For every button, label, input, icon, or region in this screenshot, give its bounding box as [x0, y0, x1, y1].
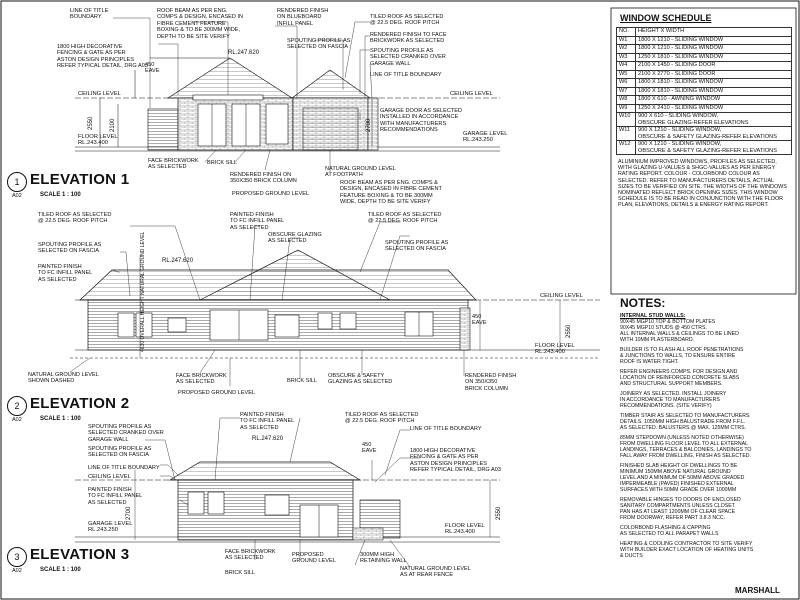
elev1-title-boundary-note: LINE OF TITLE BOUNDARY: [70, 8, 109, 21]
table-row: [617, 141, 792, 155]
table-row: [617, 96, 792, 105]
note-item: REFER ENGINEERS COMPS. FOR DESIGN AND LOCATION OF REINFORCED CONCRETE SLABS AND STRUCTURAL SUPPORT MEMBERS.: [620, 369, 740, 387]
elev1-ceiling-level-right: CEILING LEVEL: [450, 91, 493, 97]
ws-code: W7: [617, 87, 636, 96]
elev2-spouting-left-note: SPOUTING PROFILE AS SELECTED ON FASCIA: [38, 242, 102, 255]
table-row: [617, 45, 792, 54]
elev1-render-column-note: RENDERED FINISH ON 350X350 BRICK COLUMN: [230, 172, 297, 185]
elev1-dim-2700: 2700: [366, 118, 372, 132]
sheet-footer-name: MARSHALL: [735, 586, 780, 595]
elev2-painted-fc-note: PAINTED FINISH TO FC INFILL PANEL AS SELECTED: [230, 212, 285, 231]
elev2-tiled-roof-left-note: TILED ROOF AS SELECTED @ 22.5 DEG. ROOF PITCH: [38, 212, 112, 225]
ws-code: W12: [617, 141, 636, 155]
elev1-dim-2550: 2550: [88, 116, 94, 130]
elev3-eave-dim: 450 EAVE: [362, 442, 377, 455]
table-row: [617, 113, 792, 127]
elev3-proposed-note: PROPOSED GROUND LEVEL: [292, 552, 336, 565]
ws-desc: 1800 X 1210 - SLIDING WINDOW: [636, 36, 792, 45]
ws-code: W8: [617, 96, 636, 105]
elev1-title: ELEVATION 1: [30, 171, 130, 188]
note-item: REMOVABLE HINGES TO DOORS OF ENCLOSED SANITARY COMPARTMENTS UNLESS CLOSET PAN HAS AT LEAST 1200MM OF CLEAR SPACE FROM DOORWAY, REFER PART 3.8.3 NCC.: [620, 497, 741, 521]
elev2-spouting-right-note: SPOUTING PROFILE AS SELECTED ON FASCIA: [385, 240, 449, 253]
notes-internal-heading: INTERNAL STUD WALLS:: [620, 313, 686, 319]
elev1-roof-beam-note: ROOF BEAM AS PER ENG. COMPS & DESIGN, ENCASED IN FIBRE CEMENT FEATURE BOXING & TO BE 300MM WIDE, DEPTH TO BE SITE VERIFY: [157, 8, 244, 40]
elev3-floor-level: FLOOR LEVEL RL.243.400: [445, 523, 485, 536]
ws-code: W10: [617, 113, 636, 127]
elev2-ridge-rl: RL.247.620: [162, 258, 194, 264]
window-schedule-header: [617, 28, 792, 37]
elev3-ngl-fence-note: NATURAL GROUND LEVEL AS AT REAR FENCE: [400, 566, 471, 579]
elev3-fencing-note: 1800 HIGH DECORATIVE FENCING & GATE AS PER ASTON DESIGN PRINCIPLES REFER TYPICAL DETAIL, DRG A03: [410, 448, 501, 474]
elev3-garage-level: GARAGE LEVEL RL.243.250: [88, 521, 133, 534]
window-schedule-table: [616, 27, 792, 155]
table-row: [617, 53, 792, 62]
table-row: [617, 62, 792, 71]
elev1-spouting-note: SPOUTING PROFILE AS SELECTED ON FASCIA: [287, 38, 351, 51]
elev3-dim-2550: 2550: [496, 506, 502, 520]
elev2-tiled-roof-right-note: TILED ROOF AS SELECTED @ 22.5 DEG. ROOF PITCH: [368, 212, 442, 225]
window-schedule-title: WINDOW SCHEDULE: [620, 13, 712, 23]
elev1-face-brick-note: FACE BRICKWORK AS SELECTED: [148, 158, 199, 171]
note-item: HEATING & COOLING CONTRACTOR TO SITE VERIFY WITH BUILDER EXACT LOCATION OF HEATING UNITS & DUCTS: [620, 541, 754, 559]
ws-desc: 1800 X 1210 - SLIDING WINDOW: [636, 45, 792, 54]
elev1-sheet-code: A02: [12, 193, 22, 199]
elev1-ceiling-level: CEILING LEVEL: [78, 91, 121, 97]
ws-code: W2: [617, 45, 636, 54]
note-item: COLORBOND FLASHING & CAPPING AS SELECTED TO ALL PARAPET WALLS: [620, 525, 719, 537]
elev3-ridge-rl: RL.247.620: [252, 436, 284, 442]
elev1-title-boundary-r-note: LINE OF TITLE BOUNDARY: [370, 72, 442, 78]
elev1-floor-level: FLOOR LEVEL RL.243.400: [78, 134, 118, 147]
elev1-ngl-footpath-note: NATURAL GROUND LEVEL AT FOOTPATH: [325, 166, 396, 179]
elev3-face-brick-note: FACE BRICKWORK AS SELECTED: [225, 549, 276, 562]
elev2-face-brick-note: FACE BRICKWORK AS SELECTED: [176, 373, 227, 386]
elev3-tiled-roof-note: TILED ROOF AS SELECTED @ 22.5 DEG. ROOF PITCH: [345, 412, 419, 425]
elev3-scale: SCALE 1 : 100: [40, 567, 81, 573]
elev2-painted-fc-left-note: PAINTED FINISH TO FC INFILL PANEL AS SELECTED: [38, 264, 93, 283]
elev1-ridge-rl: RL.247.620: [228, 50, 260, 56]
elev3-title: ELEVATION 3: [30, 546, 130, 563]
elev3-title-boundary-l-note: LINE OF TITLE BOUNDARY: [88, 465, 160, 471]
table-row: [617, 36, 792, 45]
elev2-render-column-note: RENDERED FINISH ON 350X350 BRICK COLUMN: [465, 373, 517, 392]
elev1-scale: SCALE 1 : 100: [40, 192, 81, 198]
ws-code: W3: [617, 53, 636, 62]
elev3-spouting-crank-note: SPOUTING PROFILE AS SELECTED CRANKED OVER GARAGE WALL: [88, 424, 164, 443]
elev2-dim-2550: 2550: [566, 324, 572, 338]
elev2-floor-level: FLOOR LEVEL RL.243.400: [535, 343, 575, 356]
elev2-proposed-ground-note: PROPOSED GROUND LEVEL: [178, 390, 256, 396]
elev2-number-circle: 2: [7, 396, 27, 416]
window-schedule: [614, 10, 794, 209]
elev3-dim-2700: 2700: [126, 506, 132, 520]
table-row: [617, 104, 792, 113]
elev2-eave-dim: 450 EAVE: [472, 314, 487, 327]
elev1-dim-2100: 2100: [110, 118, 116, 132]
elev3-brick-sill-note: BRICK SILL: [225, 570, 256, 576]
table-row: [617, 87, 792, 96]
table-row: [617, 127, 792, 141]
note-item: BUILDER IS TO FLASH ALL ROOF PENETRATIONS & JUNCTIONS TO WALLS, TO ENSURE ENTIRE ROOF IS WATER TIGHT.: [620, 347, 744, 365]
elev1-fencing-note: 1800 HIGH DECORATIVE FENCING & GATE AS PER ASTON DESIGN PRINCIPLES REFER TYPICAL DETAIL, DRG A03: [57, 44, 148, 70]
table-row: [617, 79, 792, 88]
ws-desc: 1800 X 610 - AWNING WINDOW: [636, 96, 792, 105]
elev2-roof-beam-note: ROOF BEAM AS PER ENG. COMPS & DESIGN, ENCASED IN FIBRE CEMENT FEATURE BOXING & TO BE 300MM WIDE, DEPTH TO BE SITE VERIFY: [340, 180, 442, 206]
note-item: FINISHED SLAB HEIGHT OF DWELLINGS TO BE MINIMUM 150MM ABOVE NATURAL GROUND LEVEL AND A MINIMUM OF 50MM ABOVE GRADED IMPERMEABLE (PAVED) FINISHED EXTERNAL SURFACES WITH 50MM GRADE OVER 1000MM: [620, 463, 745, 493]
ws-desc: 2100 X 1450 - SLIDING DOOR: [636, 62, 792, 71]
elev1-brick-sill-note: BRICK SILL: [207, 160, 238, 166]
elev3-painted-fc-left-note: PAINTED FINISH TO FC INFILL PANEL AS SELECTED: [88, 487, 143, 506]
note-item: TIMBER STAIR AS SELECTED TO MANUFACTURERS DETAILS. 1050MM HIGH BALUSTRADE FROM F.F.L. AS SELECTED. BALUSTERS @ MAX. 125MM CTRS.: [620, 413, 750, 431]
ws-header-size: HEIGHT X WIDTH: [636, 28, 792, 37]
elev3-number-circle: 3: [7, 547, 27, 567]
elev2-scale: SCALE 1 : 100: [40, 416, 81, 422]
elev1-number-circle: 1: [7, 172, 27, 192]
elev2-brick-sill-note: BRICK SILL: [287, 378, 318, 384]
elev1-garage-level: GARAGE LEVEL RL.243.250: [463, 131, 508, 144]
elev3-spouting-note: SPOUTING PROFILE AS SELECTED ON FASCIA: [88, 446, 152, 459]
elev3-title-boundary-r-note: LINE OF TITLE BOUNDARY: [410, 426, 482, 432]
elev1-tiled-roof-note: TILED ROOF AS SELECTED @ 22.5 DEG. ROOF PITCH: [370, 14, 444, 27]
ws-desc: 1250 X 1810 - SLIDING WINDOW: [636, 53, 792, 62]
elev1-bluboard-note: RENDERED FINISH ON BLUEBOARD INFILL PANEL: [277, 8, 329, 27]
elev1-proposed-ground-note: PROPOSED GROUND LEVEL: [232, 191, 310, 197]
elev2-overall-height: 4630 OVERALL HEIGHT NATURAL GROUND LEVEL: [140, 231, 146, 352]
ws-code: W9: [617, 104, 636, 113]
ws-desc: 1800 X 1810 - SLIDING WINDOW: [636, 87, 792, 96]
elev1-render-face-note: RENDERED FINISH TO FACE BRICKWORK AS SELECTED: [370, 32, 447, 45]
elev2-ngl-note: NATURAL GROUND LEVEL SHOWN DASHED: [28, 372, 99, 385]
note-item: 85MM STEPDOWN (UNLESS NOTED OTHERWISE) FROM DWELLING FLOOR LEVEL TO ALL EXTERNAL LANDINGS, TERRACES & BALCONIES. LANDINGS TO FALL AWAY FROM DWELLING, FINISH AS SELECTED.: [620, 435, 752, 459]
elev1-eave-dim: 450 EAVE: [145, 62, 160, 75]
elev2-ceiling-level: CEILING LEVEL: [540, 293, 583, 299]
ws-code: W6: [617, 79, 636, 88]
ws-desc: 1250 X 2410 - SLIDING WINDOW: [636, 104, 792, 113]
elev3-retaining-note: 300MM HIGH RETAINING WALL: [360, 552, 407, 565]
ws-desc: 900 X 610 - SLIDING WINDOW, OBSCURE GLAZING-REFER ELEVATIONS: [636, 113, 792, 127]
elev1-garage-door-note: GARAGE DOOR AS SELECTED INSTALLED IN ACCORDANCE WITH MANUFACTURERS RECOMMENDATIONS: [380, 108, 463, 134]
ws-code: W11: [617, 127, 636, 141]
ws-code: W4: [617, 62, 636, 71]
ws-code: W1: [617, 36, 636, 45]
elevation-2-drawing: [70, 222, 600, 386]
elev2-obscure-safety-note: OBSCURE & SAFETY GLAZING AS SELECTED: [328, 373, 393, 386]
note-item: JOINERY AS SELECTED. INSTALL JOINERY IN ACCORDANCE TO MANUFACTURERS RECOMMENDATIONS. (SITE VERIFY): [620, 391, 727, 409]
notes-title: NOTES:: [620, 296, 666, 310]
elev2-sheet-code: A02: [12, 417, 22, 423]
note-item: 90X45 MGP10 TOP & BOTTOM PLATES 90X45 MGP10 STUDS @ 450 CTRS. ALL INTERNAL WALLS & CEILINGS TO BE LINED WITH 10MM PLASTERBOARD.: [620, 319, 739, 343]
elev3-painted-fc-note: PAINTED FINISH TO FC INFILL PANEL AS SELECTED: [240, 412, 295, 431]
table-row: [617, 70, 792, 79]
ws-desc: 2100 X 2770 - SLIDING DOOR: [636, 70, 792, 79]
notes-panel: [620, 296, 792, 563]
elev3-sheet-code: A02: [12, 568, 22, 574]
elev3-ceiling-level: CEILING LEVEL: [88, 474, 131, 480]
ws-header-no: NO.: [617, 28, 636, 37]
ws-desc: 900 X 1210 - SLIDING WINDOW, OBSCURE & SAFETY GLAZING-REFER ELEVATIONS: [636, 141, 792, 155]
ws-desc: 900 X 1210 - SLIDING WINDOW, OBSCURE & SAFETY GLAZING-REFER ELEVATIONS: [636, 127, 792, 141]
ws-desc: 1800 X 1810 - SLIDING WINDOW: [636, 79, 792, 88]
elev1-spouting2-note: SPOUTING PROFILE AS SELECTED CRANKED OVER GARAGE WALL: [370, 48, 446, 67]
ws-code: W5: [617, 70, 636, 79]
elev2-title: ELEVATION 2: [30, 395, 130, 412]
window-schedule-note: ALUMINIUM IMPROVED WINDOWS, PROFILES AS SELECTED, WITH GLAZING U-VALUES & SHGC-VALUES AS PER ENERGY RATING REPORT. COLOUR - COLORBOND COLOUR AS SELECTED. REFER TO MANUFACTURERS DETAILS, ACTUAL SIZES TO BE VERIFIED ON SITE. THE WIDTHS OF THE WINDOWS NOMINATED REFLECT BRICK OPENING SIZES. THIS WINDOW SCHEDULE IS TO BE READ IN CONJUNCTION WITH THE FLOOR PLAN, ELEVATIONS, DETAILS & ENERGY RATING REPORT.: [618, 159, 787, 209]
elev2-obscure-note: OBSCURE GLAZING AS SELECTED: [268, 232, 322, 245]
